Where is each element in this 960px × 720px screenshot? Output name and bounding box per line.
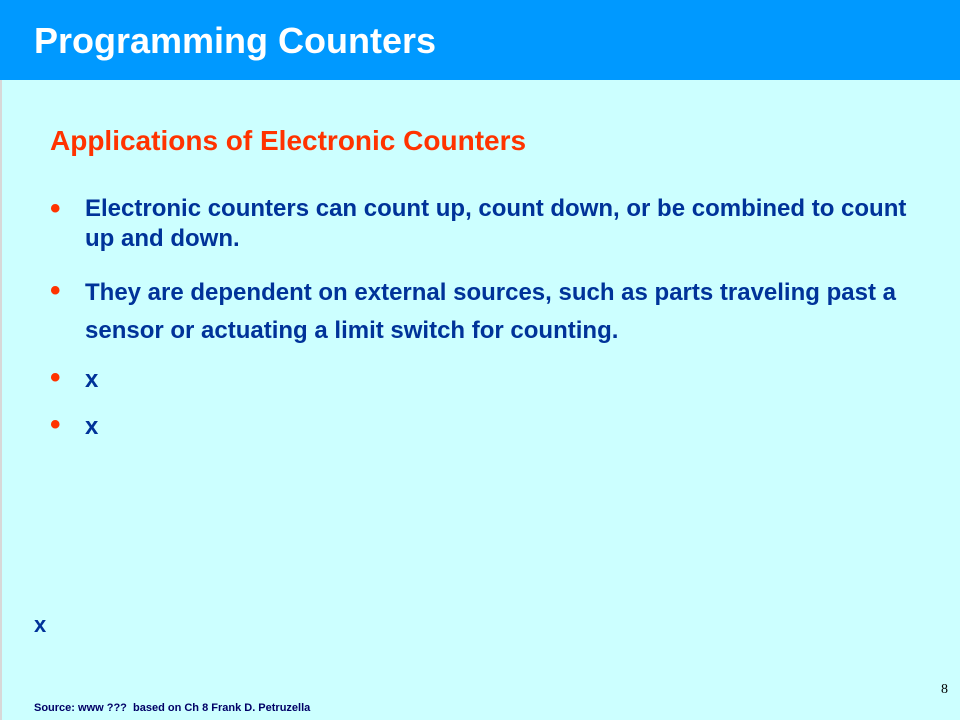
left-border-line [0, 80, 2, 720]
title-bar [0, 0, 960, 80]
source-footer: Source: www ??? based on Ch 8 Frank D. Petruzella [34, 702, 311, 714]
bullet-list [50, 194, 930, 445]
bullet-dot-icon: • [50, 408, 61, 441]
slide-subtitle: Applications of Electronic Counters [50, 125, 527, 156]
page-number: 8 [941, 682, 948, 697]
bullet-text: They are dependent on external sources, such as parts traveling past a sensor or actuating a limit switch for counting. [85, 279, 896, 344]
slide-title: Programming Counters [34, 20, 437, 61]
bullet-text: x [85, 413, 99, 440]
bullet-text: x [85, 366, 99, 393]
bullet-text: Electronic counters can count up, count down, or be combined to count up and down. [85, 195, 907, 252]
bullet-dot-icon: • [50, 361, 61, 394]
bullet-item [50, 274, 930, 350]
bullet-dot-icon: • [50, 274, 61, 307]
placeholder-text: x [34, 612, 47, 637]
bullet-dot-icon: • [50, 192, 61, 225]
bullet-item [50, 194, 930, 254]
bullet-item [50, 362, 930, 398]
bullet-item [50, 409, 930, 445]
